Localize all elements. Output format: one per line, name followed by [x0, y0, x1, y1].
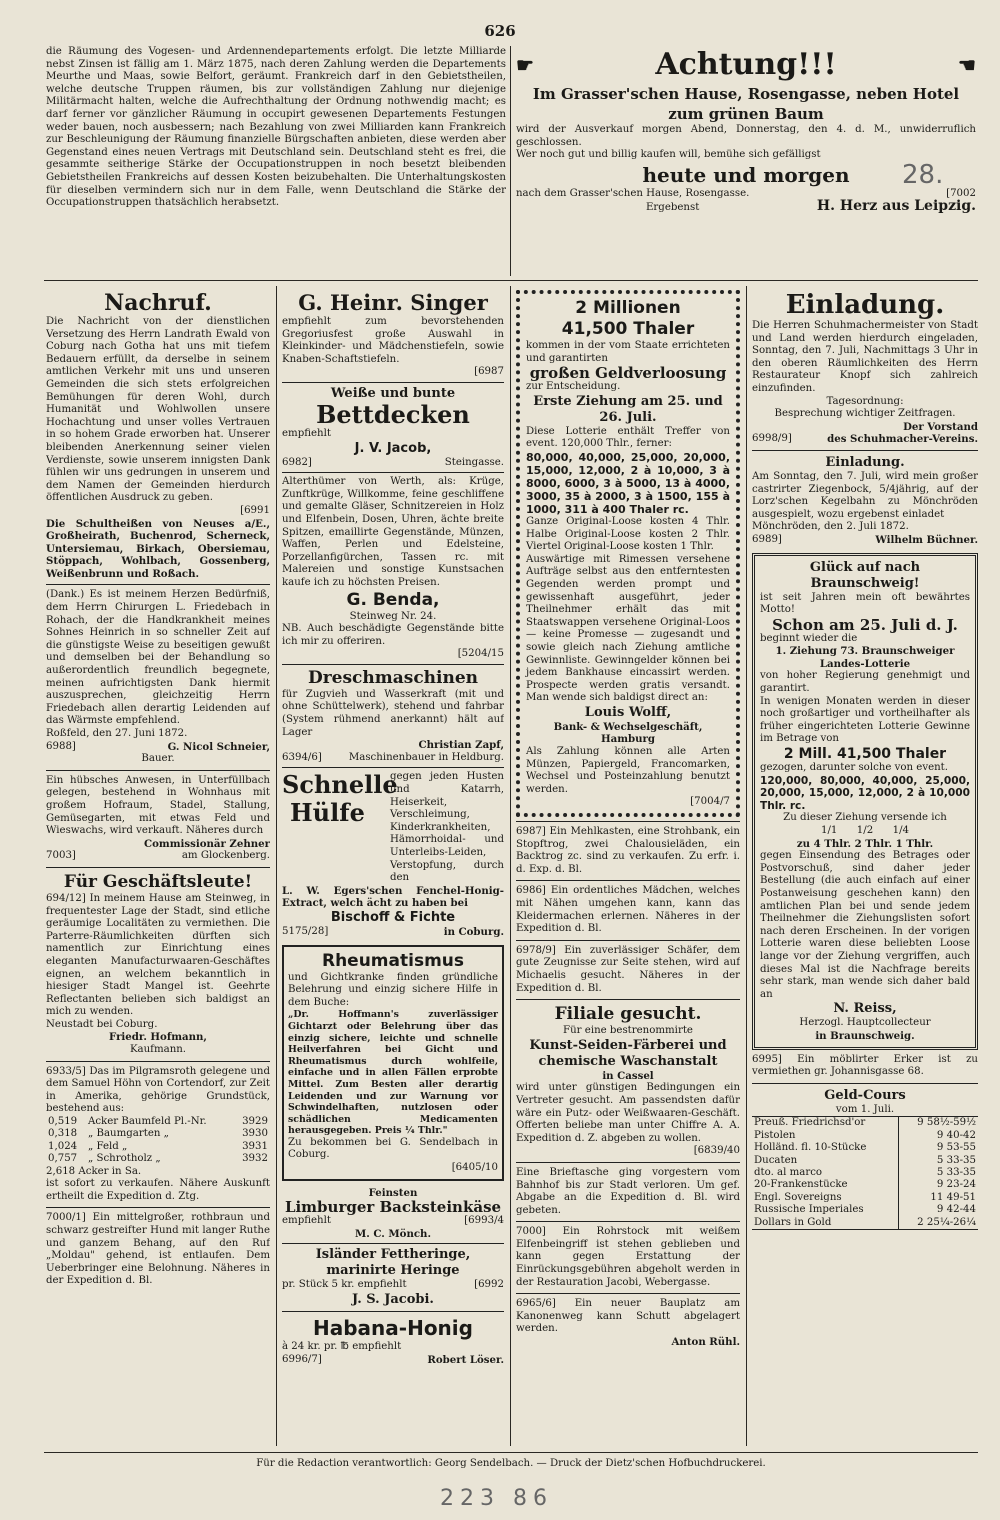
braunschweig-text6: Zu dieser Ziehung versende ich: [783, 812, 947, 824]
table-cell: 0,318: [48, 1128, 78, 1140]
achtung-signer: H. Herz aus Leipzig.: [816, 198, 976, 215]
habana-code: 6996/7]: [282, 1353, 322, 1365]
filiale-place: in Cassel: [602, 1069, 654, 1082]
lim-title: Limburger Backsteinkäse: [284, 1198, 502, 1217]
braunschweig-text7: gegen Einsendung des Betrages oder Postvorschuß, sind daher jeder Bestellung (die auch einfach auf einer Postanweisung geschehen kann) den amtlichen Plan bei und sende jedem Theilnehmer die Ziehungslisten sofort nach deren Erscheinen. In der vorigen Lotterie waren diese beliebten Loose lange vor der Ziehung vergriffen, auch dieses Mal ist die Nachfrage bereits sehr stark, man wende sich daher bald an: [760, 850, 970, 1000]
geschaeft-title: Für Geschäftsleute!: [63, 871, 253, 892]
braunschweig-text4: In wenigen Monaten werden in dieser noch großartiger und vortheilhafter als früher eingerichteten Lotterie Gewinne im Betrage von: [760, 695, 970, 745]
isl-title: Isländer Fettheringe, marinirte Heringe: [315, 1247, 471, 1279]
braunschweig-title: Glück auf nach Braunschweig!: [809, 559, 921, 591]
rate-name: 20-Frankenstücke: [754, 1179, 848, 1191]
einladung2-sign: Wilhelm Büchner.: [875, 533, 978, 546]
rate-name: Ducaten: [754, 1154, 798, 1166]
lottery-prices: Ganze Original-Loose kosten 4 Thlr. Halbe Original-Loose kosten 2 Thlr. Viertel Original-Loose kosten 1 Thlr.: [526, 515, 730, 553]
lottery-line: Diese Lotterie enthält Treffer von event. 120,000 Thlr., ferner:: [526, 425, 730, 450]
erker-text: 6995] Ein möblirter Erker ist zu vermiethen gr. Johannisgasse 68.: [752, 1053, 978, 1078]
pencil-note: 28.: [902, 160, 944, 190]
dresch-text: für Zugvieh und Wasserkraft (mit und ohne Schüttelwerk), stehend und fahrbar (System rühmend anerkannt) hält auf Lager: [282, 688, 504, 738]
rate-value: 9 58½-59½: [899, 1117, 978, 1130]
table-row: [46, 1116, 270, 1128]
dank-text: (Dank.) Es ist meinem Herzen Bedürfniß, dem Herrn Chirurgen L. Friedebach in Rohach, der die Handkrankheit meines Sohnes Heinrich in so schneller Zeit auf die günstigste Weise zu beseitigen gewußt und demselben bei der Behandlung so außerordentlich freundlich begegnete, meinen aufrichtigsten Dank hiermit auszusprechen, gleichzeitig Herrn Friedebach allen derartig Leidenden auf das Wärmste empfehlend.: [46, 589, 270, 727]
rheuma-text: und Gichtkranke finden gründliche Belehrung und einzig sichere Hilfe in dem Buche:: [288, 971, 498, 1008]
geschaeft-text: 694/12] In meinem Hause am Steinweg, in frequentester Lage der Stadt, sind etliche geräumige Localitäten zu vermiethen. Die Parterre-Räumlichkeiten dürften sich namentlich zur Einrichtung eines eleganten Manufacturwaaren-Geschäftes eignen, an welchem bekanntlich in hiesiger Stadt Mangel ist. Geehrte Reflectanten belieben sich baldigst an mich zu wenden.: [46, 892, 270, 1018]
achtung-big: heute und morgen: [642, 162, 850, 187]
rate-name: Engl. Sovereigns: [754, 1191, 842, 1203]
achtung-ad: [516, 46, 976, 272]
rate-name: Pistolen: [754, 1129, 796, 1141]
grundstueck-table: [46, 1116, 270, 1166]
lottery-firm2: Bank- & Wechselgeschäft, Hamburg: [553, 720, 703, 746]
bett-pre: Weiße und bunte: [330, 385, 456, 401]
geld-title: Geld-Cours: [824, 1087, 906, 1103]
rate-value: 2 25¼-26¼: [899, 1217, 978, 1230]
lottery-firm: Louis Wolff,: [584, 704, 672, 720]
nachruf-signatories: Die Schultheißen von Neuses a/E., Großheirath, Buchenrod, Scherneck, Untersiemau, Birkach, Obersiemau, Stöppach, Wohlbach, Gossenberg, Weißenbrunn und Roßach.: [46, 517, 270, 580]
footer-text: Für die Redaction verantwortlich: Georg Sendelbach. — Druck der Dietz'schen Hofbuchdruckerei.: [256, 1458, 766, 1469]
table-row: [752, 1117, 978, 1130]
isl-firm: J. S. Jacobi.: [352, 1292, 434, 1308]
braunschweig-big: Schon am 25. Juli d. J.: [772, 615, 958, 634]
rheuma-after: Zu bekommen bei G. Sendelbach in Coburg.: [288, 1136, 498, 1161]
nachruf-text: Die Nachricht von der dienstlichen Versetzung des Herrn Landrath Ewald von Coburg nach Gotha hat uns mit tiefem Bedauern erfüllt, da derselbe in seinem amtlichen Verkehr mit uns und unseren Gemeinden die sich stets erfolgreichen Bemühungen für deren Wohl, durch Humanität und Wohlwollen unsere Hochachtung und unser volles Vertrauen in so hohem Grade erworben hat. Unserer bleibenden Anerkennung seiner vielen Verdienste, sowie unserem innigsten Dank fühlen wir uns gedrungen in unserem und dem Namen der Gemeinden hierdurch öffentlichen Ausdruck zu geben.: [46, 316, 270, 504]
anwesen-sign: Commissionär Zehner: [144, 837, 270, 850]
einladung-topic: Besprechung wichtiger Zeitfragen.: [774, 408, 956, 420]
schnelle-text: L. W. Egers'schen Fenchel-Honig-Extract, welch ächt zu haben bei: [282, 884, 504, 910]
braunschweig-place: in Braunschweig.: [815, 1029, 915, 1042]
habana-text: à 24 kr. pr. ℔ empfiehlt: [282, 1341, 402, 1353]
achtung-title: Achtung!!!: [655, 47, 837, 82]
bett-emp: empfiehlt: [282, 427, 331, 439]
lottery-big: großen Geldverloosung: [529, 364, 727, 383]
alt-code: [5204/15: [457, 648, 504, 660]
rate-name: Preuß. Friedrichsd'or: [754, 1117, 866, 1129]
achtung-body2: Wer noch gut und billig kaufen will, bemühe sich gefälligst: [516, 149, 821, 161]
geschaeft-role: Kaufmann.: [129, 1044, 187, 1056]
table-cell: „ Baumgarten „: [87, 1128, 169, 1140]
table-row: [752, 1192, 978, 1204]
einladung2-place: Mönchröden, den 2. Juli 1872.: [752, 521, 909, 533]
rate-value: 9 40-42: [899, 1130, 978, 1142]
braunschweig-big2: 2 Mill. 41,500 Thaler: [783, 746, 947, 763]
lim-emp: empfiehlt: [282, 1215, 331, 1227]
rheuma-code: [6405/10: [451, 1162, 498, 1174]
lottery-l2: 41,500 Thaler: [561, 319, 695, 339]
lottery-code: [7004/7: [690, 796, 730, 808]
lottery-draw: Erste Ziehung am 25. und 26. Juli.: [533, 393, 723, 425]
braunschweig-draw: 1. Ziehung 73. Braunschweiger Landes-Lotterie: [775, 645, 955, 670]
lottery-nums: 80,000, 40,000, 25,000, 20,000, 15,000, 12,000, 2 à 10,000, 3 à 8000, 6000, 3 à 5000, 13 à 4000, 3000, 35 à 2000, 3 à 1500, 155 à 1000, 311 à 400 Thaler rc.: [526, 450, 730, 516]
einladung-code: 6998/9]: [752, 433, 792, 445]
table-row: [752, 1204, 978, 1216]
lottery-entsch: zur Entscheidung.: [526, 381, 621, 393]
anwesen-place: am Glockenberg.: [181, 850, 270, 862]
filiale-text1: Für eine bestrenommirte: [563, 1025, 693, 1037]
isl-code: [6992: [474, 1279, 504, 1291]
braunschweig-firm: N. Reiss,: [833, 1001, 897, 1017]
achtung-line1: Im Grasser'schen Hause, Rosengasse, neben Hotel: [532, 85, 960, 103]
braunschweig-firm2: Herzogl. Hauptcollecteur: [799, 1017, 931, 1029]
achtung-line2: zum grünen Baum: [668, 105, 824, 123]
filiale-big: Kunst-Seiden-Färberei und chemische Waschanstalt: [529, 1037, 727, 1069]
geschaeft-place: Neustadt bei Coburg.: [46, 1018, 158, 1030]
rate-name: dto. al marco: [754, 1166, 823, 1178]
table-cell: „ Schrotholz „: [87, 1153, 161, 1165]
rate-value: 9 23-24: [899, 1179, 978, 1191]
page-number: 626: [484, 22, 516, 40]
column-3: [516, 290, 740, 1446]
article-text: die Räumung des Vogesen- und Ardennendepartements erfolgt. Die letzte Milliarde nebst Zinsen ist fällig am 1. März 1875, nach deren Zahlung werden die Departements Meurthe und Maas, sowie Belfort, geräumt. Frankreich darf in den Gebietstheilen, welche deutsche Truppen räumen, bis zur vollständigen Zahlung nur diejenige Militärmacht halten, welche die Aufrechthaltung der Ordnung nothwendig macht; es darf ferner vor gänzlicher Räumung in occupirt gewesenen Departements Festungen weder bauen, noch ausbessern; nach Bezahlung von zwei Milliarden kann Frankreich zur Beschleunigung der Räumung finanzielle Bürgschaften anbieten, diese werden aber Gegenstand eines neuen Vertrags mit Deutschland sein. Deutschland steht es frei, die gesammte seitherige Stärke der Occupationstruppen in noch besetzt bleibenden Gebietstheilen Frankreichs auf dessen Kosten beizubehalten. Die Unterhaltungskosten für dieselben vermindern sich nur in dem Falle, wenn Deutschland die Stärke der Occupationstruppen thatsächlich herabsetzt.: [46, 46, 506, 209]
braunschweig-text3: von hoher Regierung genehmigt und garantirt.: [760, 670, 970, 695]
dresch-code: 6394/6]: [282, 751, 322, 763]
alt-firm: G. Benda,: [346, 589, 440, 610]
table-cell: 0,519: [48, 1116, 78, 1128]
alt-text: Alterthümer von Werth, als: Krüge, Zunftkrüge, Willkomme, feine geschliffene und gemalte Gläser, Schnitzereien in Holz und Elfenbein, Dosen, Uhren, ächte breite Spitzen, emaillirte Gegenstände, Münzen, Waffen, Perlen und Edelsteine, Porzellanfigürchen, Tassen rc. mit Malereien und sonstige Kunstsachen kaufe ich zu höchsten Preisen.: [282, 476, 504, 588]
rate-name: Dollars in Gold: [754, 1216, 832, 1228]
column-2: [282, 290, 504, 1446]
braunschweig-fractions: 1/1 1/2 1/4: [820, 825, 910, 836]
anwesen-code: 7003]: [46, 850, 76, 862]
grundstueck-total: 2,618 Acker in Sa.: [46, 1165, 142, 1177]
dank-sign: G. Nicol Schneier,: [167, 740, 270, 753]
maedchen-text: 6986] Ein ordentliches Mädchen, welches mit Nähen umgehen kann, kann das Kleidermachen erlernen. Näheres in der Expedition d. Bl.: [516, 885, 740, 935]
einladung-title: Einladung.: [785, 290, 945, 320]
bett-firm: J. V. Jacob,: [354, 440, 432, 456]
braunschweig-price: zu 4 Thlr. 2 Thlr. 1 Thlr.: [796, 837, 934, 850]
table-cell: 3931: [242, 1140, 268, 1152]
column-divider: [746, 286, 747, 1446]
dresch-sign: Christian Zapf,: [418, 739, 504, 752]
filiale-text: wird unter günstigen Bedingungen ein Vertreter gesucht. Am passendsten dafür wäre ein Putz- oder Weißwaaren-Geschäft. Offerten beliebe man unter Chiffre A. A. Expedition d. Z. abgeben zu wollen.: [516, 1082, 740, 1144]
table-row: [752, 1179, 978, 1191]
braunschweig-text2: beginnt wieder die: [760, 632, 858, 644]
schaefer-text: 6978/9] Ein zuverlässiger Schäfer, dem gute Zeugnisse zur Seite stehen, wird auf Michaelis gesucht. Näheres in der Expedition d. Bl.: [516, 944, 740, 994]
rohrstock-text: 7000] Ein Rohrstock mit weißem Elfenbeingriff ist stehen geblieben und kann gegen Erstattung der Einrückungsgebühren abgeholt werden in der Restauration Jacobi, Webergasse.: [516, 1226, 740, 1288]
lottery-box: [516, 290, 740, 817]
einladung-sign: Der Vorstand: [903, 420, 978, 433]
grundstueck-after: ist sofort zu verkaufen. Nähere Auskunft ertheilt die Expedition d. Ztg.: [46, 1178, 270, 1202]
anwesen-text: Ein hübsches Anwesen, in Unterfüllbach gelegen, bestehend in Wohnhaus mit großem Hofraum, Stadel, Stallung, Gemüsegarten, mit etwas Feld und Wieswachs, wird verkauft. Näheres durch: [46, 774, 270, 837]
bauplatz-sign: Anton Rühl.: [671, 1336, 740, 1349]
section-divider: [44, 280, 978, 281]
geld-date: vom 1. Juli.: [835, 1103, 895, 1115]
dank-code: 6988]: [46, 740, 76, 752]
bett-code: 6982]: [282, 456, 312, 468]
lottery-intro: kommen in der vom Staate errichteten und garantirten: [526, 340, 730, 364]
rate-name: Russische Imperiales: [754, 1204, 864, 1216]
schnelle-firm: Bischoff & Fichte: [330, 909, 456, 925]
geschaeft-sign: Friedr. Hofmann,: [109, 1031, 207, 1044]
rate-value: 5 33-35: [899, 1155, 978, 1167]
brieftasche-text: Eine Brieftasche ging vorgestern vom Bahnhof bis zur Stadt verloren. Um gef. Abgabe an die Expedition d. Bl. wird gebeten.: [516, 1166, 740, 1216]
lim-code: [6993/4: [464, 1215, 504, 1227]
rate-name: Holländ. fl. 10-Stücke: [754, 1142, 867, 1154]
pencil-note: 223 86: [440, 1486, 553, 1511]
schnelle-place: in Coburg.: [443, 925, 504, 938]
nachruf-code: [6991: [240, 504, 270, 516]
braunschweig-box: [752, 553, 978, 1050]
table-row: [752, 1142, 978, 1154]
rate-value: 5 33-35: [899, 1167, 978, 1179]
schnelle-side: gegen jeden Husten und Katarrh, Heiserkeit, Verschleimung, Kinderkrankheiten, Hämorrhoidal- und Unterleibs-Leiden, Verstopfung, durch den: [390, 771, 504, 884]
singer-code: [6987: [474, 366, 504, 378]
braunschweig-nums: 120,000, 80,000, 40,000, 25,000, 20,000, 15,000, 12,000, 2 à 10,000 Thlr. rc.: [760, 774, 970, 812]
achtung-ergebenst: Ergebenst: [646, 202, 700, 214]
isl-text: pr. Stück 5 kr. empfiehlt: [282, 1279, 407, 1291]
alt-nb: NB. Auch beschädigte Gegenstände bitte ich mir zu offeriren.: [282, 623, 504, 647]
table-cell: 3930: [242, 1128, 268, 1140]
lottery-text: Auswärtige mit Rimessen versehene Aufträge selbst aus den entferntesten Gegenden werden prompt und gewissenhaft ausgeführt, jeder Theilnehmer erhält das mit Staatswappen versehene Original-Loos — keine Promesse — zugesandt und sowie gleich nach Ziehung amtliche Gewinnliste. Gewinngelder können bei jedem Bankhause eincassirt werden. Prospecte werden gratis versandt. Man wende sich baldigst direct an:: [526, 553, 730, 704]
habana-title: Habana-Honig: [313, 1316, 473, 1341]
braunschweig-text5: gezogen, darunter solche von event.: [760, 762, 949, 774]
braunschweig-text1: ist seit Jahren mein oft bewährtes Motto!: [760, 591, 970, 616]
table-row: [46, 1141, 270, 1153]
lottery-l1: 2 Millionen: [575, 298, 681, 318]
table-cell: „ Feld „: [87, 1140, 128, 1152]
achtung-code: [7002: [946, 187, 976, 199]
table-cell: Acker Baumfeld Pl.-Nr.: [87, 1116, 207, 1128]
achtung-after: nach dem Grasser'schen Hause, Rosengasse.: [516, 187, 750, 199]
einladung-verein: des Schuhmacher-Vereins.: [827, 433, 978, 446]
einladung2-text: Am Sonntag, den 7. Juli, wird mein großer castrirter Ziegenbock, 5/4jährig, auf der Lorz'schen Kegelbahn zu Mönchröden ausgespielt, wozu ergebenst einladet: [752, 470, 978, 520]
table-cell: 0,757: [48, 1153, 78, 1165]
schnelle-title-1: Schnelle: [282, 770, 398, 800]
grundstueck-text: 6933/5] Das im Pilgramsroth gelegene und dem Samuel Höhn von Cortendorf, zur Zeit in Amerika, gehörige Grundstück, bestehend aus:: [46, 1065, 270, 1115]
dank-place: Roßfeld, den 27. Juni 1872.: [46, 728, 188, 739]
column-divider: [510, 46, 511, 276]
table-row: [752, 1155, 978, 1167]
table-row: [46, 1128, 270, 1140]
table-cell: 3929: [242, 1116, 268, 1128]
singer-text: empfiehlt zum bevorstehenden Gregoriusfest große Auswahl in Kleinkinder- und Mädchenstiefeln, sowie Knaben-Schaftstiefeln.: [282, 316, 504, 365]
rate-value: 9 42-44: [899, 1204, 978, 1216]
column-1: [46, 290, 270, 1446]
alt-place: Steinweg Nr. 24.: [349, 610, 437, 622]
table-row: [752, 1130, 978, 1142]
einladung-order: Tagesordnung:: [826, 395, 904, 407]
schnelle-code: 5175/28]: [282, 925, 329, 937]
einladung2-code: 6989]: [752, 533, 782, 545]
geld-table: [752, 1116, 978, 1230]
lottery-after: Als Zahlung können alle Arten Münzen, Papiergeld, Francomarken, Wechsel und Posteinzahlung benutzt werden.: [526, 746, 730, 795]
table-cell: 1,024: [48, 1140, 78, 1152]
filiale-title: Filiale gesucht.: [554, 1004, 702, 1025]
dank-role: Bauer.: [141, 753, 175, 765]
einladung2-title: Einladung.: [825, 454, 905, 470]
bett-place: Steingasse.: [444, 456, 504, 468]
table-row: [752, 1217, 978, 1230]
pointing-hand-right-icon: ☛: [516, 53, 534, 77]
einladung-text: Die Herren Schuhmachermeister von Stadt und Land werden hierdurch eingeladen, Sonntag, den 7. Juli, Nachmittags 3 Uhr in den oberen Räumlichkeiten des Herrn Restaurateur Knopf sich zahlreich einzufinden.: [752, 320, 978, 394]
rheuma-title: Rheumatismus: [321, 950, 465, 971]
lim-pre: Feinsten: [368, 1186, 418, 1199]
bauplatz-text: 6965/6] Ein neuer Bauplatz am Kanonenweg kann Schutt abgelagert werden.: [516, 1298, 740, 1335]
rate-value: 11 49-51: [899, 1192, 978, 1204]
column-divider: [510, 286, 511, 1446]
filiale-code: [6839/40: [693, 1145, 740, 1157]
dresch-role: Maschinenbauer in Heldburg.: [348, 751, 504, 763]
table-cell: 3932: [242, 1153, 268, 1165]
table-row: [46, 1153, 270, 1165]
achtung-body: wird der Ausverkauf morgen Abend, Donnerstag, den 4. d. M., unwiderruflich geschlossen.: [516, 124, 976, 148]
rate-value: 9 53-55: [899, 1142, 978, 1154]
column-4: [752, 290, 978, 1446]
bett-title: Bettdecken: [316, 399, 470, 429]
lim-firm: M. C. Mönch.: [354, 1227, 432, 1240]
mehl-text: 6987] Ein Mehlkasten, eine Strohbank, ein Stopftrog, zwei Chalousieläden, ein Backtrog zc. sind zu verkaufen. Zu erfr. i. d. Exp. d. Bl.: [516, 826, 740, 875]
singer-title: G. Heinr. Singer: [298, 290, 488, 315]
dresch-title: Dreschmaschinen: [307, 667, 479, 688]
pointing-hand-left-icon: ☚: [958, 53, 976, 77]
column-divider: [276, 286, 277, 1446]
hund-text: 7000/1] Ein mittelgroßer, rothbraun und schwarz gestreifter Hund mit langer Ruthe und ganzem Behang, auf den Ruf „Moldau" gehend, ist entlaufen. Dem Ueberbringer eine Belohnung. Näheres in der Expedition d. Bl.: [46, 1212, 270, 1287]
footer-divider: [44, 1452, 978, 1453]
table-row: [752, 1167, 978, 1179]
rheuma-box: [282, 945, 504, 1181]
nachruf-title: Nachruf.: [104, 290, 212, 316]
habana-firm: Robert Löser.: [427, 1353, 504, 1366]
article-continuation: [46, 46, 506, 272]
rheuma-book: „Dr. Hoffmann's zuverlässiger Gichtarzt oder Belehrung über das einzig sichere, leichte und schnelle Heilverfahren bei Gicht und Rheumatismus durch wohlfeile, einfache und in allen Fällen erprobte Mittel. Zum Besten aller derartig Leidenden und zur Warnung vor Schwindelhaften, nutzlosen oder schädlichen Medicamenten herausgegeben. Preis ¼ Thlr.": [288, 1009, 498, 1137]
schnelle-title-2: Hülfe: [290, 798, 365, 828]
